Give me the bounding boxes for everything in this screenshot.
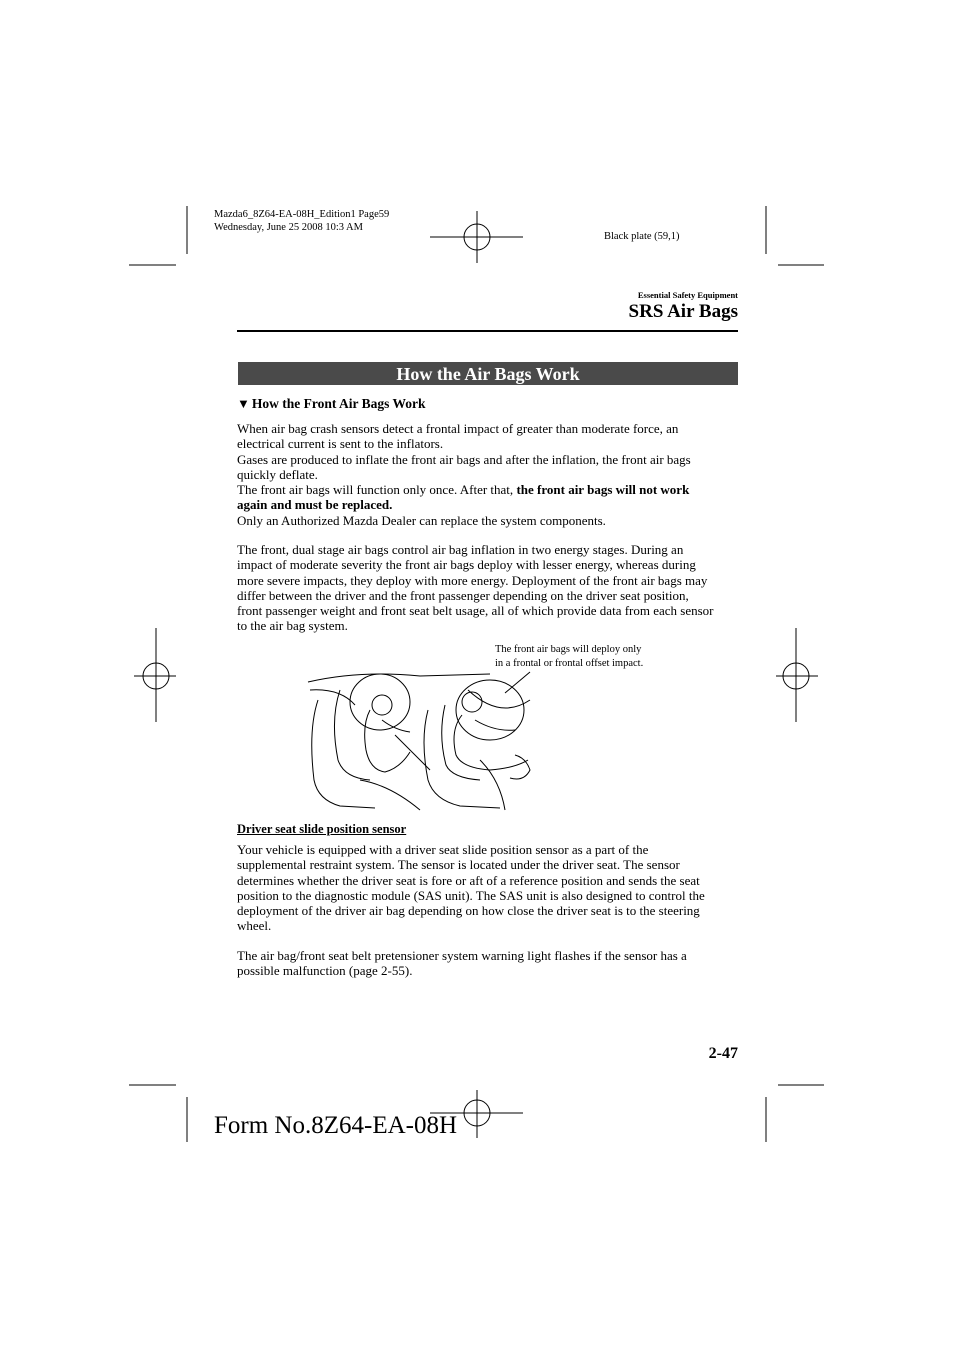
- text-line: supplemental restraint system. The sensor is located under the driver seat. The sensor: [237, 857, 680, 873]
- text-line: deployment of the driver air bag depending on how close the driver seat is to the steering: [237, 903, 700, 919]
- section-category: Essential Safety Equipment: [637, 290, 738, 300]
- text-line: [237, 497, 742, 512]
- text-line: Only an Authorized Mazda Dealer can replace the system components.: [237, 512, 606, 528]
- text-line: [237, 482, 742, 497]
- plate-label: Black plate (59,1): [604, 231, 680, 242]
- page-number: 2-47: [708, 1045, 738, 1062]
- triangle-down-icon: ▼: [237, 396, 250, 411]
- print-meta-line2: Wednesday, June 25 2008 10:3 AM: [214, 222, 363, 233]
- text-line: The air bag/front seat belt pretensioner system warning light flashes if the sensor has a: [237, 948, 687, 963]
- paragraph-front-airbags: [237, 421, 742, 528]
- text-line: possible malfunction (page 2-55).: [237, 963, 413, 979]
- paragraph-warning-light: [237, 948, 742, 979]
- airbag-illustration: [300, 660, 540, 815]
- text-line: more severe impacts, they deploy with more energy. Deployment of the front air bags may: [237, 572, 708, 588]
- text-line: wheel.: [237, 918, 272, 934]
- bold-warning: the front air bags will not work: [516, 482, 690, 498]
- caption-line: in a frontal or frontal offset impact.: [495, 658, 644, 669]
- paragraph-seat-sensor: [237, 842, 742, 934]
- text-line: to the air bag system.: [237, 618, 348, 634]
- text-line: impact of moderate severity the front air bags deploy with lesser energy, whereas during: [237, 557, 696, 573]
- sensor-heading: Driver seat slide position sensor: [237, 822, 407, 836]
- text-line: Your vehicle is equipped with a driver seat slide position sensor as a part of the: [237, 842, 649, 857]
- text-line: Gases are produced to inflate the front air bags and after the inflation, the front air bags: [237, 451, 691, 467]
- text-line: quickly deflate.: [237, 466, 318, 482]
- topic-banner: How the Air Bags Work: [238, 362, 738, 385]
- header-rule: [237, 330, 738, 332]
- text-line: electrical current is sent to the inflators.: [237, 436, 444, 452]
- form-number: Form No.8Z64-EA-08H: [214, 1112, 458, 1139]
- caption-line: The front air bags will deploy only: [495, 644, 642, 655]
- text-line: differ between the driver and the front passenger depending on the driver seat position,: [237, 587, 689, 603]
- section-title: SRS Air Bags: [628, 301, 738, 322]
- text-line: front passenger weight and front seat belt usage, all of which provide data from each sensor: [237, 603, 714, 619]
- text-line: The front, dual stage air bags control air bag inflation in two energy stages. During an: [237, 542, 684, 557]
- print-meta: [214, 208, 389, 234]
- bold-warning: again and must be replaced.: [237, 497, 393, 513]
- subheading: [237, 396, 426, 412]
- text-line: position to the diagnostic module (SAS unit). The SAS unit is also designed to control the: [237, 887, 705, 903]
- subheading-text: How the Front Air Bags Work: [251, 396, 426, 411]
- text-line: determines whether the driver seat is fore or aft of a reference position and sends the seat: [237, 872, 700, 888]
- paragraph-dual-stage: [237, 542, 742, 634]
- text-span: The front air bags will function only once. After that,: [237, 482, 517, 498]
- print-meta-line1: Mazda6_8Z64-EA-08H_Edition1 Page59: [214, 209, 390, 220]
- text-line: When air bag crash sensors detect a frontal impact of greater than moderate force, an: [237, 421, 679, 436]
